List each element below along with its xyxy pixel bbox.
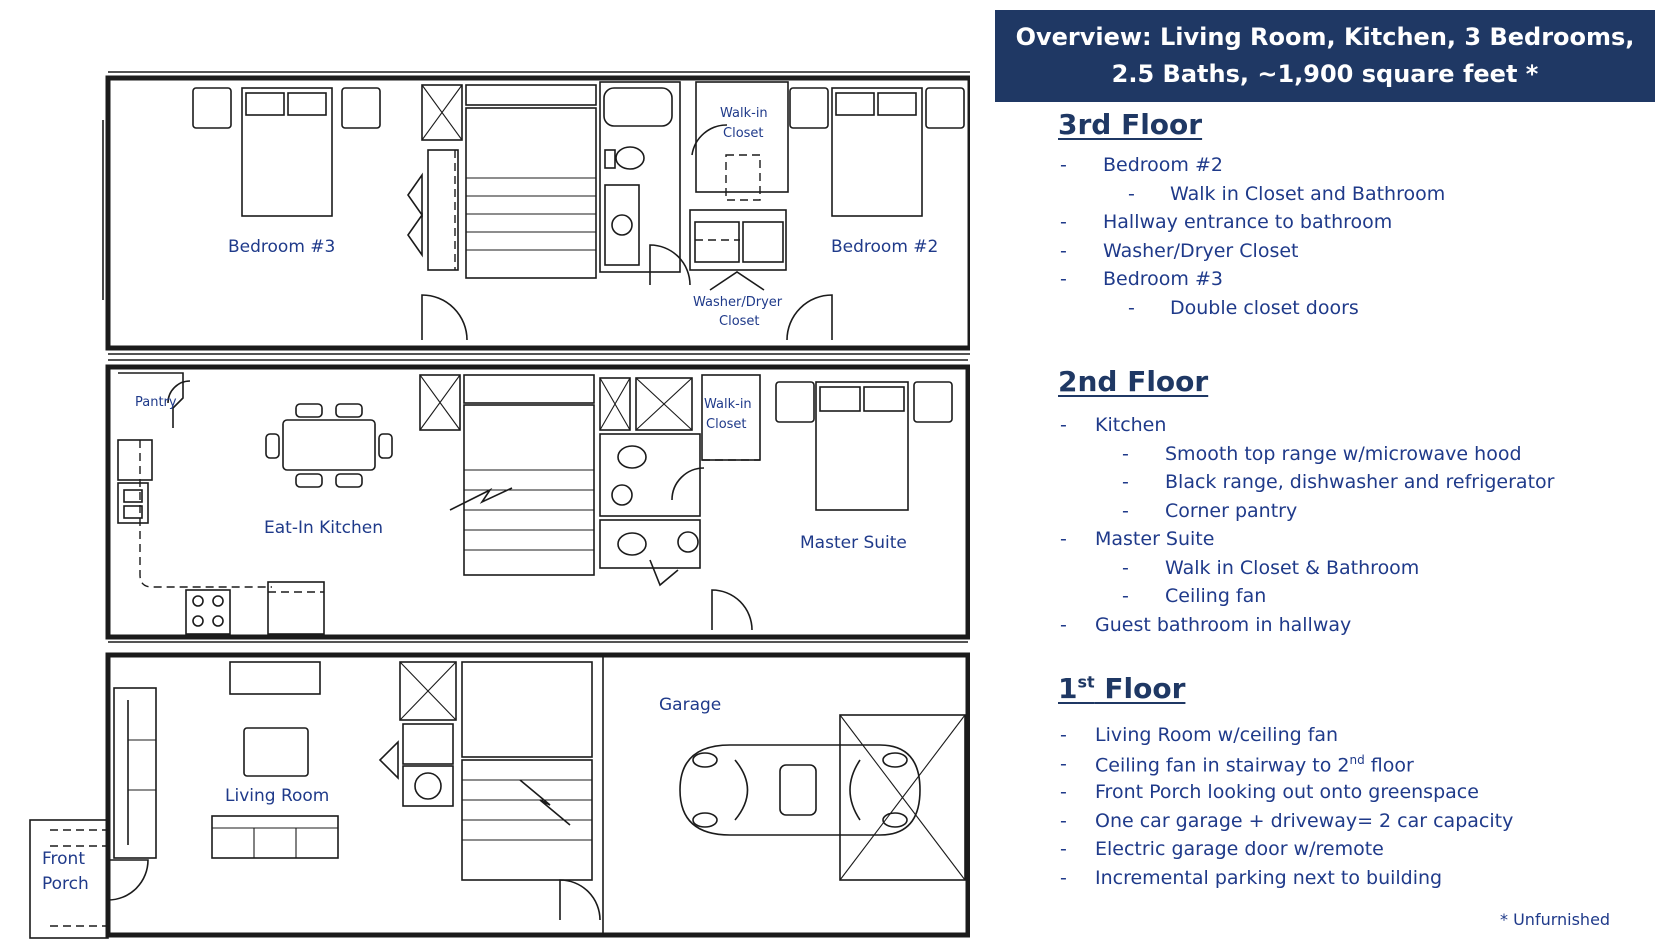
floor-item: Master Suite: [1095, 528, 1215, 550]
floor-item: Smooth top range w/microwave hood: [1165, 442, 1522, 465]
bullet-dash: -: [1060, 414, 1067, 436]
bullet-dash: -: [1060, 528, 1067, 550]
label-living-room: Living Room: [225, 786, 330, 806]
bullet-dash: -: [1060, 809, 1067, 832]
floor-heading-2: 2nd Floor: [1058, 365, 1209, 398]
third-floor-plan: [103, 72, 970, 354]
floor-item-text: Ceiling fan in stairway to 2: [1095, 753, 1350, 776]
floor-heading-1: 3rd Floor: [1058, 108, 1203, 141]
bullet-dash: -: [1122, 471, 1129, 493]
stairs: [450, 470, 594, 550]
label-front: Front: [42, 849, 85, 869]
second-floor-plan: [108, 360, 970, 642]
bed-icon: [193, 88, 380, 216]
floor-heading-suffix: st: [1077, 672, 1095, 692]
bullet-dash: -: [1060, 211, 1067, 233]
floor-item: Black range, dishwasher and refrigerator: [1165, 471, 1555, 493]
bullet-dash: -: [1060, 268, 1067, 290]
bullet-dash: -: [1128, 182, 1135, 205]
floor-heading-word: Floor: [1094, 672, 1186, 705]
floor-item: Washer/Dryer Closet: [1103, 239, 1299, 262]
floor-item: Living Room w/ceiling fan: [1095, 724, 1339, 746]
floor-item: Bedroom #3: [1103, 268, 1223, 290]
label-washer-2: Closet: [719, 314, 760, 329]
label-bedroom3: Bedroom #3: [228, 237, 336, 257]
overview-banner: [995, 10, 1655, 102]
bullet-dash: -: [1060, 752, 1067, 775]
bullet-dash: -: [1060, 838, 1067, 860]
bullet-dash: -: [1060, 154, 1067, 176]
floor-item: Incremental parking next to building: [1095, 866, 1443, 889]
bullet-dash: -: [1060, 866, 1067, 889]
bed-icon: [790, 88, 964, 216]
floor-item: Bedroom #2: [1103, 154, 1223, 176]
bullet-dash: -: [1122, 442, 1129, 465]
stairs: [466, 178, 596, 250]
label-pantry: Pantry: [135, 395, 177, 410]
bullet-dash: -: [1128, 296, 1135, 319]
bullet-dash: -: [1122, 499, 1129, 522]
floor-item-suffix: nd: [1349, 752, 1365, 767]
bed-icon: [776, 382, 952, 510]
floor-item: Ceiling fan: [1165, 585, 1267, 607]
overview-line-1: Overview: Living Room, Kitchen, 3 Bedrooms,: [1015, 23, 1635, 51]
footnote: * Unfurnished: [1500, 910, 1611, 929]
floor-item: Walk in Closet and Bathroom: [1170, 182, 1446, 205]
label-walkin-closet-1: Walk-in: [720, 106, 768, 121]
label-walkin2-1: Walk-in: [704, 397, 752, 412]
floor-item-text: floor: [1364, 753, 1414, 776]
car-icon: [680, 745, 920, 835]
floor-item: Double closet doors: [1170, 296, 1359, 319]
floor-item: Walk in Closet & Bathroom: [1165, 556, 1420, 579]
label-walkin2-2: Closet: [706, 417, 747, 432]
first-floor-plan: [30, 655, 970, 938]
bullet-dash: -: [1060, 239, 1067, 262]
bullet-dash: -: [1060, 613, 1067, 636]
floor-item: Front Porch looking out onto greenspace: [1095, 781, 1479, 803]
label-master-suite: Master Suite: [800, 533, 907, 553]
sofa-icon: [114, 688, 156, 858]
floor-item: Guest bathroom in hallway: [1095, 613, 1352, 636]
floor-item: Hallway entrance to bathroom: [1103, 211, 1393, 233]
overview-line-2: 2.5 Baths, ~1,900 square feet *: [1111, 60, 1539, 88]
floor-item: Kitchen: [1095, 414, 1167, 436]
bullet-dash: -: [1122, 556, 1129, 579]
bullet-dash: -: [1122, 585, 1129, 607]
label-porch: Porch: [42, 874, 89, 894]
stairs: [462, 780, 592, 840]
floor-heading-3: [1058, 672, 1185, 705]
floor-item: Electric garage door w/remote: [1095, 838, 1384, 860]
label-garage: Garage: [659, 695, 722, 715]
label-walkin-closet-2: Closet: [723, 126, 764, 141]
bullet-dash: -: [1060, 724, 1067, 746]
floor-item: Corner pantry: [1165, 499, 1298, 522]
bullet-dash: -: [1060, 781, 1067, 803]
label-bedroom2: Bedroom #2: [831, 237, 939, 257]
floor-heading-number: 1: [1058, 672, 1078, 705]
floor-item: One car garage + driveway= 2 car capacity: [1095, 809, 1514, 832]
sofa-icon: [212, 816, 338, 858]
label-eatin-kitchen: Eat-In Kitchen: [264, 518, 384, 538]
dining-table-icon: [266, 404, 392, 487]
floor-item: [1095, 753, 1414, 776]
label-washer-1: Washer/Dryer: [693, 295, 783, 310]
